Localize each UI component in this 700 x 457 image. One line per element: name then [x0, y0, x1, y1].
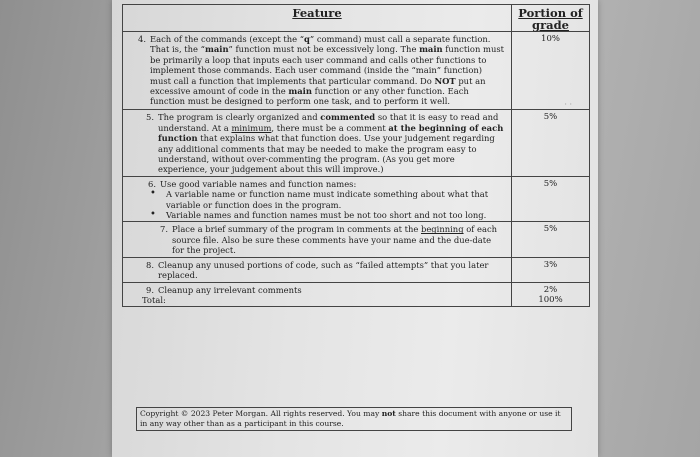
feature-cell: [123, 222, 512, 257]
total-label: Total:: [142, 294, 166, 305]
portion-value: 2%: [543, 284, 558, 295]
portion-cell: [512, 257, 590, 282]
feature-header: Feature: [123, 5, 512, 32]
table-row: [123, 32, 590, 110]
feature-cell: [123, 110, 512, 176]
portion-value: 5%: [543, 178, 558, 189]
portion-cell: [512, 176, 590, 222]
bullet-list: [124, 189, 510, 220]
item-number: 6.: [148, 178, 156, 189]
pen-mark: · ·: [564, 100, 572, 110]
portion-cell: [512, 32, 590, 110]
portion-cell: [512, 110, 590, 176]
grading-table: [122, 4, 590, 307]
item-number: 7.: [160, 224, 168, 235]
table-row: [123, 176, 590, 222]
portion-value: 5%: [543, 224, 558, 235]
table-row: [123, 282, 590, 307]
portion-value: 10%: [541, 34, 560, 44]
feature-cell: [123, 257, 512, 282]
list-item: • A variable name or function name must indicate something about what that variable or function does in the program.: [148, 189, 510, 210]
table-header-row: [123, 5, 590, 32]
item-text: The program is clearly organized and commented so that it is easy to read and understand. At a minimum, there must be a comment at the beginning of each function that explains what that function does. Use your judgement regarding any additional comments that may be needed to make the program easy to understand, without over-commenting the program. (As you get more experience, your judgement about this will improve.): [158, 112, 504, 175]
list-item: • Variable names and function names must be not too short and not too long.: [148, 210, 510, 220]
item-number: 8.: [146, 259, 154, 270]
table-row: [123, 222, 590, 257]
feature-cell: [123, 176, 512, 222]
item-number: 9.: [146, 284, 154, 295]
feature-cell: [123, 32, 512, 110]
copyright-notice: Copyright © 2023 Peter Morgan. All rights reserved. You may not share this document with anyone or use it in any way other than as a participant in this course.: [136, 407, 572, 431]
portion-header: Portion of grade: [512, 5, 590, 32]
feature-cell: [123, 282, 512, 307]
item-text: Cleanup any unused portions of code, such as “failed attempts” that you later replaced.: [158, 259, 489, 281]
item-text: Cleanup any irrelevant comments: [158, 284, 302, 295]
total-value: 100%: [538, 294, 563, 305]
item-text: Place a brief summary of the program in comments at the beginning of each source file. Also be sure these comments have your name and the due-date for the project.: [172, 224, 498, 256]
portion-cell: [512, 282, 590, 307]
item-number: 4.: [138, 34, 146, 44]
item-text: Use good variable names and function names:: [160, 178, 357, 189]
item-number: 5.: [146, 112, 154, 123]
portion-value: 3%: [543, 259, 558, 270]
item-text: Each of the commands (except the “q” command) must call a separate function. That is, the “main” function must not be excessively long. The main function must be primarily a loop that inputs each user command and calls other functions to implement those commands. Each user command (inside the “main” function) must call a function that implements that particular command. Do NOT put an excessive amount of code in the main function or any other function. Each function must be designed to perform one task, and to perform it well.: [150, 34, 505, 107]
portion-cell: [512, 222, 590, 257]
portion-value: 5%: [543, 112, 558, 123]
table-row: [123, 257, 590, 282]
table-row: [123, 110, 590, 176]
document-page: [112, 0, 598, 457]
